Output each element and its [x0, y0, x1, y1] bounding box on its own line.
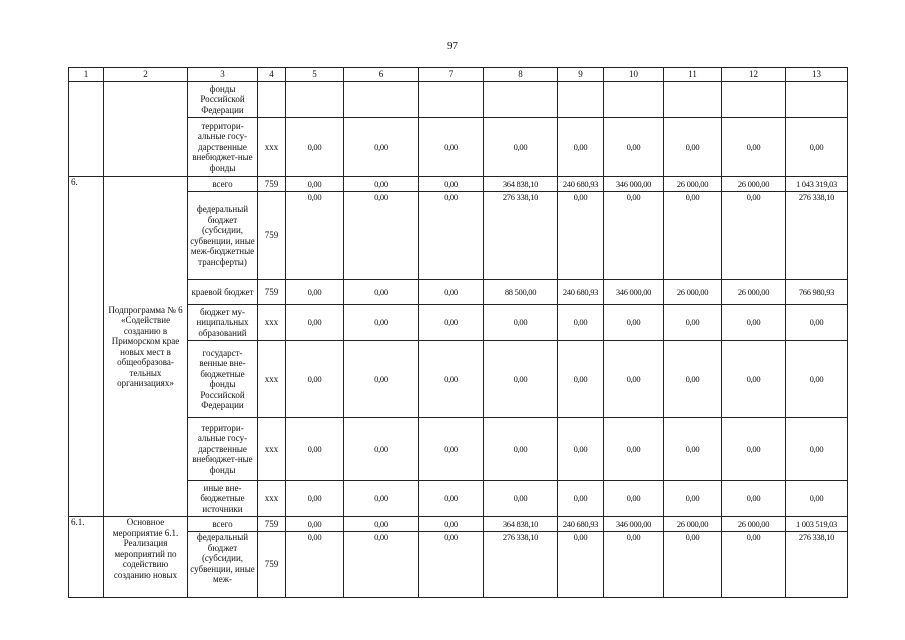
value-cell: 0,00	[604, 481, 664, 517]
value-cell: 0,00	[786, 481, 848, 517]
value-cell	[419, 82, 484, 118]
value-cell: 0,00	[604, 192, 664, 280]
value-cell: 0,00	[286, 192, 344, 280]
header-cell: 5	[286, 68, 344, 82]
value-cell: 0,00	[286, 305, 344, 341]
value-cell: 0,00	[286, 280, 344, 305]
value-cell: 26 000,00	[722, 517, 786, 532]
value-cell: 0,00	[604, 341, 664, 418]
value-cell: 0,00	[604, 305, 664, 341]
value-cell: 26 000,00	[664, 280, 722, 305]
value-cell: 0,00	[786, 418, 848, 481]
budget-table	[68, 67, 848, 598]
row-number-cell: 6.1.	[69, 517, 104, 598]
value-cell: 0,00	[722, 192, 786, 280]
value-cell: 0,00	[344, 118, 419, 177]
code-cell: ххх	[258, 481, 286, 517]
header-cell: 12	[722, 68, 786, 82]
code-cell: 759	[258, 192, 286, 280]
value-cell: 276 338,10	[484, 192, 558, 280]
code-cell	[258, 82, 286, 118]
value-cell: 0,00	[484, 341, 558, 418]
source-cell: федеральный бюджет (субсидии, субвенции, иные меж-	[188, 532, 258, 598]
table-row	[69, 82, 848, 118]
value-cell: 0,00	[722, 532, 786, 598]
value-cell: 0,00	[419, 118, 484, 177]
code-cell: 759	[258, 177, 286, 192]
value-cell: 0,00	[344, 481, 419, 517]
value-cell: 0,00	[344, 517, 419, 532]
source-cell: всего	[188, 517, 258, 532]
code-cell: ххх	[258, 341, 286, 418]
value-cell: 0,00	[286, 177, 344, 192]
value-cell: 0,00	[664, 532, 722, 598]
value-cell: 0,00	[419, 192, 484, 280]
header-cell: 2	[104, 68, 188, 82]
value-cell: 0,00	[286, 341, 344, 418]
value-cell: 364 838,10	[484, 517, 558, 532]
value-cell: 0,00	[722, 305, 786, 341]
value-cell: 0,00	[344, 177, 419, 192]
code-cell: 759	[258, 517, 286, 532]
header-cell: 13	[786, 68, 848, 82]
value-cell: 0,00	[484, 418, 558, 481]
value-cell: 0,00	[664, 118, 722, 177]
value-cell: 0,00	[419, 532, 484, 598]
value-cell: 0,00	[344, 341, 419, 418]
value-cell: 346 000,00	[604, 177, 664, 192]
value-cell	[664, 82, 722, 118]
value-cell: 0,00	[786, 341, 848, 418]
value-cell: 0,00	[558, 481, 604, 517]
header-cell: 1	[69, 68, 104, 82]
value-cell	[484, 82, 558, 118]
value-cell: 0,00	[484, 305, 558, 341]
value-cell: 0,00	[419, 517, 484, 532]
value-cell	[286, 82, 344, 118]
value-cell: 0,00	[344, 192, 419, 280]
value-cell: 0,00	[286, 517, 344, 532]
header-cell: 7	[419, 68, 484, 82]
value-cell	[604, 82, 664, 118]
source-cell: бюджет му-ниципальных образований	[188, 305, 258, 341]
value-cell: 0,00	[722, 118, 786, 177]
value-cell: 0,00	[664, 192, 722, 280]
value-cell: 0,00	[722, 418, 786, 481]
header-row	[69, 68, 848, 82]
value-cell: 346 000,00	[604, 517, 664, 532]
value-cell: 766 980,93	[786, 280, 848, 305]
value-cell: 0,00	[484, 481, 558, 517]
code-cell: ххх	[258, 118, 286, 177]
value-cell: 0,00	[558, 192, 604, 280]
value-cell: 0,00	[604, 532, 664, 598]
value-cell	[558, 82, 604, 118]
value-cell: 0,00	[664, 341, 722, 418]
value-cell: 276 338,10	[484, 532, 558, 598]
value-cell: 88 500,00	[484, 280, 558, 305]
source-cell: территори-альные госу-дарственные внебюджет-ные фонды	[188, 418, 258, 481]
value-cell: 0,00	[484, 118, 558, 177]
value-cell: 26 000,00	[722, 280, 786, 305]
value-cell: 276 338,10	[786, 192, 848, 280]
value-cell: 0,00	[786, 305, 848, 341]
value-cell: 0,00	[419, 418, 484, 481]
value-cell: 240 680,93	[558, 280, 604, 305]
subprogram-name-cell: Подпрограмма № 6 «Содействие созданию в Приморском крае новых мест в общеобразова-тельных организациях»	[104, 177, 188, 517]
value-cell: 26 000,00	[664, 517, 722, 532]
value-cell: 0,00	[558, 118, 604, 177]
header-cell: 3	[188, 68, 258, 82]
value-cell: 0,00	[344, 305, 419, 341]
value-cell: 0,00	[722, 481, 786, 517]
code-cell: ххх	[258, 418, 286, 481]
value-cell: 0,00	[558, 305, 604, 341]
value-cell: 0,00	[344, 532, 419, 598]
value-cell: 0,00	[286, 532, 344, 598]
value-cell: 0,00	[786, 118, 848, 177]
row-number-cell	[69, 82, 104, 177]
value-cell: 0,00	[419, 481, 484, 517]
value-cell: 240 680,93	[558, 517, 604, 532]
table-row	[69, 177, 848, 192]
value-cell	[344, 82, 419, 118]
value-cell: 0,00	[344, 418, 419, 481]
value-cell: 26 000,00	[722, 177, 786, 192]
value-cell: 0,00	[664, 418, 722, 481]
value-cell: 0,00	[604, 118, 664, 177]
value-cell: 1 003 519,03	[786, 517, 848, 532]
source-cell: краевой бюджет	[188, 280, 258, 305]
code-cell: 759	[258, 532, 286, 598]
value-cell: 364 838,10	[484, 177, 558, 192]
value-cell: 0,00	[419, 305, 484, 341]
source-cell: иные вне-бюджетные источники	[188, 481, 258, 517]
header-cell: 6	[344, 68, 419, 82]
value-cell: 1 043 319,03	[786, 177, 848, 192]
source-cell: государст-венные вне-бюджетные фонды Российской Федерации	[188, 341, 258, 418]
value-cell: 0,00	[286, 418, 344, 481]
value-cell: 0,00	[558, 532, 604, 598]
value-cell: 0,00	[419, 341, 484, 418]
value-cell: 0,00	[558, 418, 604, 481]
value-cell: 0,00	[558, 341, 604, 418]
code-cell: 759	[258, 280, 286, 305]
value-cell: 0,00	[664, 481, 722, 517]
measure-name-cell: Основное мероприятие 6.1. Реализация мероприятий по содействию созданию новых	[104, 517, 188, 598]
value-cell: 276 338,10	[786, 532, 848, 598]
source-cell: территори-альные госу-дарственные внебюджет-ные фонды	[188, 118, 258, 177]
header-cell: 4	[258, 68, 286, 82]
header-cell: 10	[604, 68, 664, 82]
value-cell: 0,00	[419, 280, 484, 305]
value-cell: 0,00	[344, 280, 419, 305]
value-cell: 0,00	[286, 481, 344, 517]
source-cell: федеральный бюджет (субсидии, субвенции, иные меж-бюджетные трансферты)	[188, 192, 258, 280]
value-cell: 0,00	[604, 418, 664, 481]
header-cell: 11	[664, 68, 722, 82]
value-cell	[722, 82, 786, 118]
value-cell: 0,00	[722, 341, 786, 418]
code-cell: ххх	[258, 305, 286, 341]
value-cell	[786, 82, 848, 118]
row-number-cell: 6.	[69, 177, 104, 517]
source-cell: фонды Российской Федерации	[188, 82, 258, 118]
page-number: 97	[447, 40, 458, 52]
header-cell: 9	[558, 68, 604, 82]
header-cell: 8	[484, 68, 558, 82]
value-cell: 0,00	[664, 305, 722, 341]
value-cell: 346 000,00	[604, 280, 664, 305]
name-cell	[104, 82, 188, 177]
value-cell: 0,00	[419, 177, 484, 192]
table-row	[69, 517, 848, 532]
value-cell: 26 000,00	[664, 177, 722, 192]
value-cell: 240 680,93	[558, 177, 604, 192]
source-cell: всего	[188, 177, 258, 192]
value-cell: 0,00	[286, 118, 344, 177]
